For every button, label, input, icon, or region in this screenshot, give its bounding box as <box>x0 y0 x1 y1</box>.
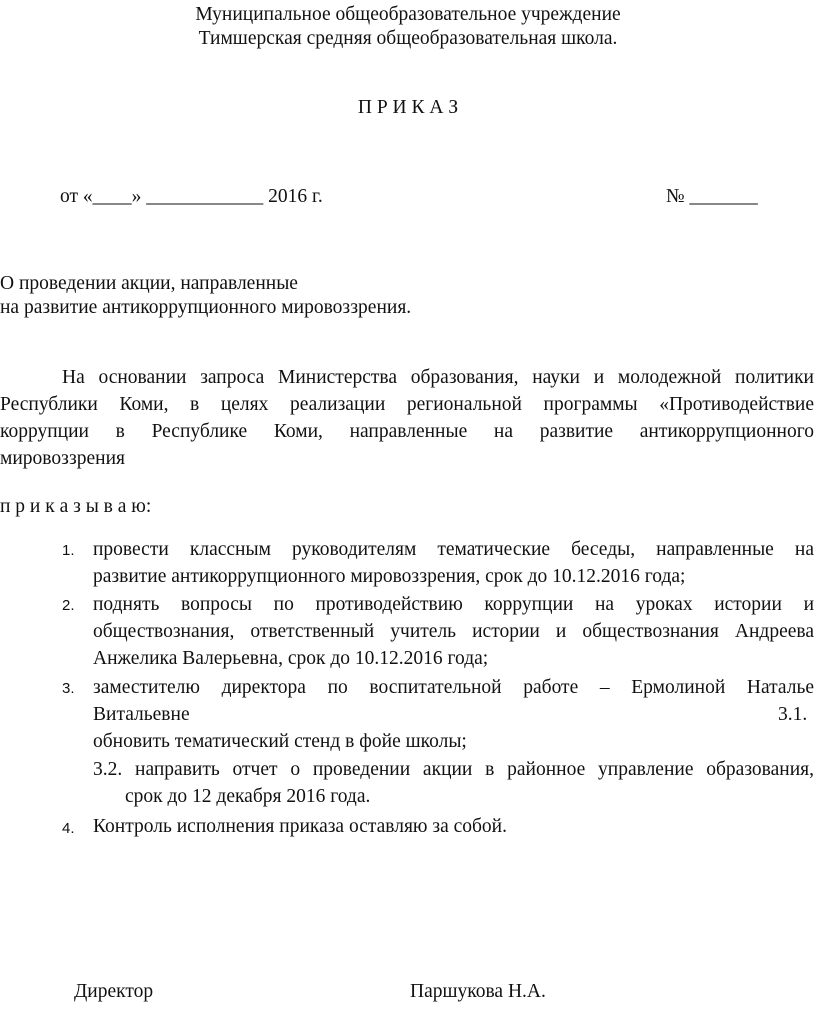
institution-line-2: Тимшерская средняя общеобразовательная школа. <box>198 28 618 49</box>
order-word: п р и к а з ы в а ю: <box>0 496 152 517</box>
item-4-number: 4. <box>62 820 75 837</box>
basis-line-1: На основании запроса Министерства образования, науки и молодежной политики <box>62 367 814 388</box>
date-line: от «____» ____________ 2016 г. <box>60 186 323 207</box>
item-1-line-1: провести классным руководителям тематические беседы, направленные на <box>93 539 814 560</box>
subject-line-1: О проведении акции, направленные <box>0 273 298 294</box>
item-2-line-3: Анжелика Валерьевна, срок до 10.12.2016 года; <box>93 648 489 669</box>
basis-line-3: коррупции в Республике Коми, направленные на развитие антикоррупционного <box>0 421 814 442</box>
order-number: № _______ <box>666 186 758 207</box>
item-2-number: 2. <box>62 597 75 614</box>
item-1-number: 1. <box>62 542 75 559</box>
basis-line-4: мировоззрения <box>0 448 125 469</box>
signature-name: Паршукова Н.А. <box>410 981 546 1002</box>
item-2-line-1: поднять вопросы по противодействию коррупции на уроках истории и <box>93 594 814 615</box>
item-3-line-2: Витальевне <box>93 704 190 725</box>
institution-line-1: Муниципальное общеобразовательное учреждение <box>195 4 621 25</box>
subject-line-2: на развитие антикоррупционного мировоззрения. <box>0 297 412 318</box>
item-2-line-2: обществознания, ответственный учитель истории и обществознания Андреева <box>93 621 814 642</box>
item-1-line-2: развитие антикоррупционного мировоззрения, срок до 10.12.2016 года; <box>93 566 686 587</box>
item-3-2-line-2: срок до 12 декабря 2016 года. <box>125 786 371 807</box>
signature-position: Директор <box>74 981 154 1002</box>
item-3-2-line-1: 3.2. направить отчет о проведении акции в районное управление образования, <box>93 759 814 780</box>
item-3-line-3: обновить тематический стенд в фойе школы; <box>93 731 467 752</box>
item-4-line-1: Контроль исполнения приказа оставляю за собой. <box>93 816 507 837</box>
basis-line-2: Республики Коми, в целях реализации региональной программы «Противодействие <box>0 394 814 415</box>
item-3-number: 3. <box>62 680 75 697</box>
item-3-1-number: 3.1. <box>778 704 808 725</box>
item-3-line-1: заместителю директора по воспитательной работе – Ермолиной Наталье <box>93 677 814 698</box>
document-title: П Р И К А З <box>357 97 459 118</box>
